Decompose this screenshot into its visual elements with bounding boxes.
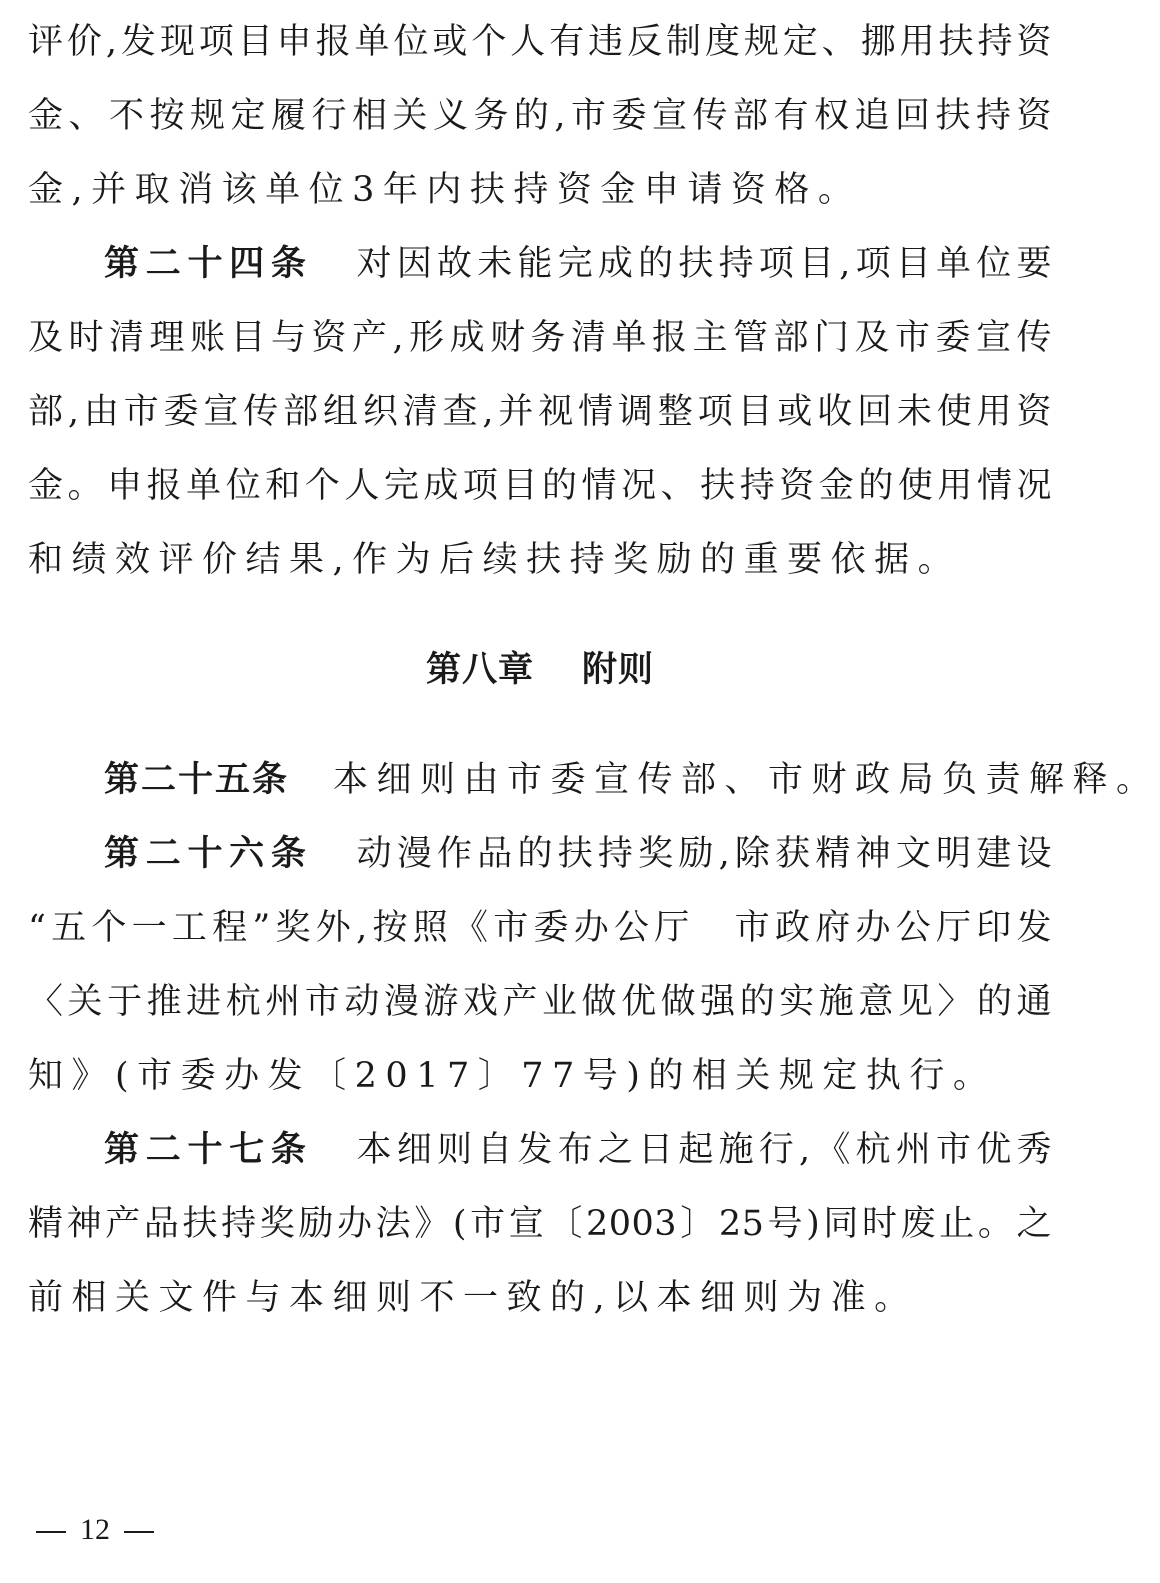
chapter-number: 第八章 — [425, 650, 534, 690]
article24-line-2: 及时清理账目与资产,形成财务清单报主管部门及市委宣传 — [28, 318, 1052, 358]
article24-line-1 — [104, 236, 1052, 292]
article27-line-1 — [104, 1122, 1052, 1178]
article24-text-1: 对因故未能完成的扶持项目,项目单位要 — [356, 244, 1052, 284]
article26-text-1: 动漫作品的扶持奖励,除获精神文明建设 — [356, 834, 1052, 874]
article26-label: 第二十六条 — [104, 834, 313, 874]
article24-line-3: 部,由市委宣传部组织清查,并视情调整项目或收回未使用资 — [28, 392, 1052, 432]
article26-line-1 — [104, 826, 1052, 882]
article25-label: 第二十五条 — [104, 760, 290, 800]
article24-line-5: 和绩效评价结果,作为后续扶持奖励的重要依据。 — [28, 540, 962, 580]
footer-left-dash — [36, 1531, 66, 1533]
page-number-footer — [36, 1510, 154, 1550]
footer-right-dash — [124, 1531, 154, 1533]
article24-label: 第二十四条 — [104, 244, 313, 284]
article26-line-4: 知》(市委办发〔2017〕77号)的相关规定执行。 — [28, 1056, 997, 1096]
article27-text-1: 本细则自发布之日起施行,《杭州市优秀 — [356, 1130, 1052, 1170]
chapter-title: 附则 — [582, 650, 655, 690]
article23-line-2: 金、不按规定履行相关义务的,市委宣传部有权追回扶持资 — [28, 96, 1052, 136]
article27-line-3: 前相关文件与本细则不一致的,以本细则为准。 — [28, 1278, 918, 1318]
article24-line-4: 金。申报单位和个人完成项目的情况、扶持资金的使用情况 — [28, 466, 1052, 506]
article26-line-3: 〈关于推进杭州市动漫游戏产业做优做强的实施意见〉的通 — [28, 982, 1052, 1022]
article25-text-1: 本细则由市委宣传部、市财政局负责解释。 — [333, 760, 1160, 800]
article26-line-2: “五个一工程”奖外,按照《市委办公厅 市政府办公厅印发 — [28, 908, 1052, 948]
chapter-heading — [0, 642, 1080, 698]
article27-line-2: 精神产品扶持奖励办法》(市宣〔2003〕25号)同时废止。之 — [28, 1204, 1052, 1244]
page-number: 12 — [80, 1513, 110, 1546]
article27-label: 第二十七条 — [104, 1130, 313, 1170]
article23-line-3: 金,并取消该单位3年内扶持资金申请资格。 — [28, 170, 862, 210]
article23-line-1: 评价,发现项目申报单位或个人有违反制度规定、挪用扶持资 — [28, 22, 1052, 62]
article25-line-1 — [104, 752, 1160, 808]
